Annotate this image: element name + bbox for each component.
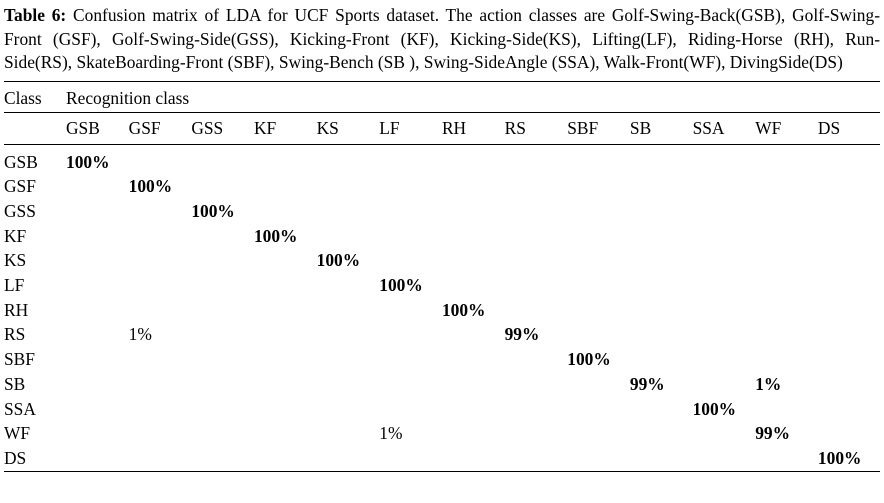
column-header-lf: LF xyxy=(379,112,442,144)
cell xyxy=(379,397,442,422)
cell xyxy=(129,298,192,323)
table-row xyxy=(4,347,880,372)
cell xyxy=(66,174,129,199)
cell xyxy=(66,347,129,372)
column-header-gsf: GSF xyxy=(129,112,192,144)
header-blank xyxy=(4,112,66,144)
cell xyxy=(442,248,505,273)
column-header-wf: WF xyxy=(755,112,818,144)
cell xyxy=(818,372,880,397)
cell: 100% xyxy=(817,447,862,468)
cell: 100% xyxy=(692,398,737,419)
cell xyxy=(505,446,568,471)
cell: 100% xyxy=(316,250,361,271)
table-row xyxy=(4,372,880,397)
cell xyxy=(505,347,568,372)
cell xyxy=(567,150,630,175)
row-label: GSB xyxy=(4,151,38,172)
cell xyxy=(191,298,254,323)
cell: 100% xyxy=(191,200,235,221)
header-class: Class xyxy=(4,81,66,112)
cell xyxy=(567,322,630,347)
cell xyxy=(630,298,693,323)
cell xyxy=(755,322,818,347)
row-label: RS xyxy=(4,324,26,345)
row-label: DS xyxy=(4,447,27,468)
cell xyxy=(191,248,254,273)
cell xyxy=(442,446,505,471)
row-label: SB xyxy=(4,373,26,394)
cell xyxy=(254,248,317,273)
cell xyxy=(379,372,442,397)
table-row xyxy=(4,224,880,249)
cell xyxy=(317,174,380,199)
cell xyxy=(755,248,818,273)
cell xyxy=(317,322,380,347)
cell xyxy=(66,372,129,397)
cell xyxy=(379,322,442,347)
cell xyxy=(630,150,693,175)
cell xyxy=(129,421,192,446)
header-recognition-class: Recognition class xyxy=(66,81,880,112)
cell xyxy=(693,224,756,249)
cell: 100% xyxy=(441,299,486,320)
cell xyxy=(191,322,254,347)
cell xyxy=(66,248,129,273)
cell xyxy=(66,397,129,422)
row-label: LF xyxy=(4,275,25,296)
cell xyxy=(379,347,442,372)
cell xyxy=(129,248,192,273)
table-row xyxy=(4,248,880,273)
column-header-ssa: SSA xyxy=(693,112,756,144)
cell xyxy=(379,224,442,249)
row-label: SSA xyxy=(4,398,36,419)
cell xyxy=(442,372,505,397)
cell xyxy=(129,347,192,372)
cell xyxy=(442,199,505,224)
cell xyxy=(505,298,568,323)
cell xyxy=(317,446,380,471)
cell xyxy=(129,273,192,298)
cell xyxy=(755,150,818,175)
cell xyxy=(755,446,818,471)
cell xyxy=(818,421,880,446)
column-header-sb: SB xyxy=(630,112,693,144)
cell xyxy=(379,174,442,199)
cell xyxy=(254,421,317,446)
table-caption xyxy=(4,4,880,75)
cell xyxy=(129,199,192,224)
cell xyxy=(379,446,442,471)
column-header-gsb: GSB xyxy=(66,112,129,144)
cell xyxy=(505,174,568,199)
row-label: KS xyxy=(4,250,27,271)
column-header-row xyxy=(4,112,880,144)
cell: 1% xyxy=(755,373,782,394)
cell: 100% xyxy=(66,151,110,172)
cell xyxy=(379,298,442,323)
cell xyxy=(630,224,693,249)
cell xyxy=(254,347,317,372)
cell xyxy=(379,248,442,273)
column-header-rh: RH xyxy=(442,112,505,144)
cell xyxy=(818,224,880,249)
cell xyxy=(630,446,693,471)
cell xyxy=(755,298,818,323)
row-label: GSS xyxy=(4,200,36,221)
cell xyxy=(66,421,129,446)
cell xyxy=(505,150,568,175)
cell xyxy=(191,397,254,422)
cell: 99% xyxy=(629,373,665,394)
cell xyxy=(129,372,192,397)
column-header-sbf: SBF xyxy=(567,112,630,144)
cell: 99% xyxy=(504,324,540,345)
cell xyxy=(818,397,880,422)
cell xyxy=(567,446,630,471)
cell xyxy=(317,421,380,446)
cell xyxy=(66,224,129,249)
cell xyxy=(191,150,254,175)
cell xyxy=(66,298,129,323)
cell xyxy=(254,150,317,175)
cell xyxy=(693,199,756,224)
cell: 1% xyxy=(128,324,152,345)
cell xyxy=(755,174,818,199)
cell xyxy=(567,273,630,298)
cell xyxy=(693,322,756,347)
row-label: GSF xyxy=(4,176,36,197)
cell xyxy=(567,224,630,249)
cell xyxy=(379,199,442,224)
cell xyxy=(442,273,505,298)
cell xyxy=(567,421,630,446)
cell xyxy=(379,150,442,175)
cell xyxy=(818,199,880,224)
cell xyxy=(317,298,380,323)
cell xyxy=(442,347,505,372)
cell xyxy=(567,372,630,397)
cell xyxy=(254,273,317,298)
cell xyxy=(505,199,568,224)
cell xyxy=(317,273,380,298)
cell xyxy=(129,150,192,175)
cell xyxy=(693,298,756,323)
cell xyxy=(693,150,756,175)
cell: 99% xyxy=(755,423,790,444)
cell xyxy=(693,273,756,298)
row-label: SBF xyxy=(4,349,35,370)
cell xyxy=(755,199,818,224)
cell xyxy=(254,322,317,347)
caption-text: Confusion matrix of LDA for UCF Sports dataset. The action classes are Golf-Swing-Back(GSB), Golf-Swing-Front (GSF), Golf-Swing-Side(GSS), Kicking-Front (KF), Kicking-Side(KS), Lifting(LF), Riding-Horse (RH), Run-Side(RS), SkateBoarding-Front (SBF), Swing-Bench (SB ), Swing-SideAngle (SSA), Walk-Front(WF), DivingSide(DS) xyxy=(4,5,880,72)
cell xyxy=(129,224,192,249)
table-row xyxy=(4,273,880,298)
row-label: KF xyxy=(4,225,27,246)
cell xyxy=(442,150,505,175)
cell xyxy=(191,347,254,372)
cell xyxy=(755,397,818,422)
cell xyxy=(254,298,317,323)
confusion-matrix-table xyxy=(4,81,880,477)
cell xyxy=(317,397,380,422)
table-row xyxy=(4,421,880,446)
column-header-gss: GSS xyxy=(191,112,254,144)
cell xyxy=(254,372,317,397)
row-label: WF xyxy=(4,423,31,444)
cell: 1% xyxy=(379,423,403,444)
column-header-kf: KF xyxy=(254,112,317,144)
cell xyxy=(567,248,630,273)
table-row xyxy=(4,150,880,175)
cell xyxy=(254,199,317,224)
cell xyxy=(442,421,505,446)
cell xyxy=(505,372,568,397)
cell xyxy=(630,397,693,422)
column-header-rs: RS xyxy=(505,112,568,144)
cell xyxy=(818,174,880,199)
cell xyxy=(66,273,129,298)
cell xyxy=(630,174,693,199)
cell xyxy=(693,248,756,273)
cell xyxy=(630,322,693,347)
cell xyxy=(129,397,192,422)
table-row xyxy=(4,446,880,471)
cell xyxy=(442,174,505,199)
cell xyxy=(755,273,818,298)
cell xyxy=(818,150,880,175)
cell xyxy=(818,273,880,298)
cell xyxy=(818,248,880,273)
table-bottom-rule xyxy=(4,471,880,477)
cell xyxy=(254,446,317,471)
cell xyxy=(818,347,880,372)
cell xyxy=(66,199,129,224)
cell xyxy=(254,174,317,199)
table-top-rule xyxy=(4,81,880,112)
cell xyxy=(505,421,568,446)
cell: 100% xyxy=(379,275,423,296)
table-row xyxy=(4,199,880,224)
cell xyxy=(191,372,254,397)
cell xyxy=(630,421,693,446)
cell xyxy=(191,273,254,298)
cell xyxy=(505,248,568,273)
table-row xyxy=(4,298,880,323)
caption-label: Table 6: xyxy=(4,5,67,25)
cell xyxy=(693,347,756,372)
cell xyxy=(693,372,756,397)
cell xyxy=(693,421,756,446)
cell xyxy=(755,224,818,249)
cell xyxy=(818,322,880,347)
cell xyxy=(693,174,756,199)
cell xyxy=(630,248,693,273)
cell xyxy=(317,224,380,249)
cell xyxy=(755,347,818,372)
cell xyxy=(442,224,505,249)
cell: 100% xyxy=(128,176,173,197)
cell xyxy=(693,446,756,471)
cell xyxy=(317,372,380,397)
column-header-ds: DS xyxy=(818,112,880,144)
cell xyxy=(567,397,630,422)
cell xyxy=(567,298,630,323)
cell xyxy=(442,322,505,347)
column-header-ks: KS xyxy=(317,112,380,144)
cell xyxy=(191,446,254,471)
cell xyxy=(567,199,630,224)
cell xyxy=(818,298,880,323)
cell xyxy=(630,273,693,298)
table-row xyxy=(4,397,880,422)
cell xyxy=(66,322,129,347)
cell xyxy=(66,446,129,471)
cell xyxy=(191,174,254,199)
cell xyxy=(505,397,568,422)
cell xyxy=(129,446,192,471)
cell xyxy=(317,347,380,372)
cell xyxy=(191,224,254,249)
cell xyxy=(630,347,693,372)
cell xyxy=(442,397,505,422)
cell xyxy=(567,174,630,199)
cell xyxy=(191,421,254,446)
table-row xyxy=(4,174,880,199)
cell xyxy=(317,150,380,175)
cell xyxy=(254,397,317,422)
cell: 100% xyxy=(567,349,611,370)
cell xyxy=(505,224,568,249)
cell: 100% xyxy=(253,225,298,246)
cell xyxy=(505,273,568,298)
cell xyxy=(317,199,380,224)
cell xyxy=(630,199,693,224)
table-row xyxy=(4,322,880,347)
row-label: RH xyxy=(4,299,29,320)
